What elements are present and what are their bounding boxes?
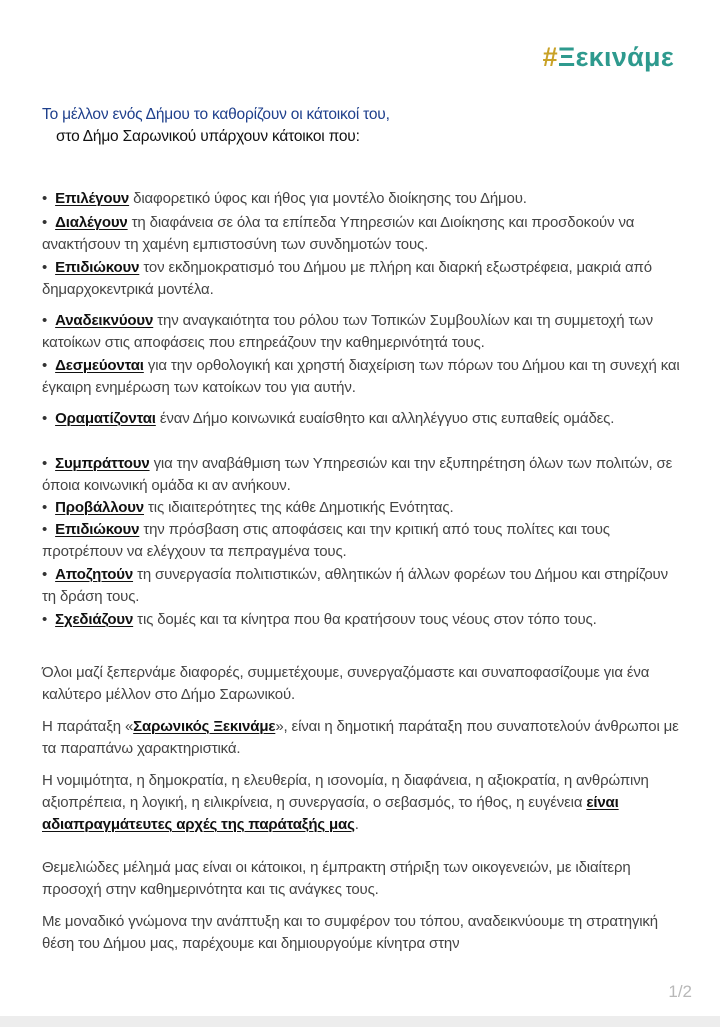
bullet-keyword: Οραματίζονται: [55, 410, 156, 427]
bullet-icon: •: [42, 410, 48, 427]
bullet-text: έναν Δήμο κοινωνικά ευαίσθητο και αλληλέγγυο στις ευπαθείς ομάδες.: [155, 410, 615, 427]
bullet-icon: •: [42, 611, 48, 628]
party-name: Σαρωνικός Ξεκινάμε: [133, 718, 276, 735]
bullet-icon: •: [42, 357, 48, 374]
bullet-icon: •: [42, 190, 48, 207]
bullet-keyword: Συμπράττουν: [55, 455, 150, 472]
bullet-text: την αναγκαιότητα του ρόλου των Τοπικών Συμβουλίων και τη συμμετοχή των κατοίκων στις αποφάσεις που επηρεάζουν την καθημερινότητά τους.: [42, 312, 653, 351]
bullet-keyword: Επιλέγουν: [55, 190, 130, 207]
bullet-text: τις ιδιαιτερότητες της κάθε Δημοτικής Ενότητας.: [144, 499, 454, 516]
bullet-icon: •: [42, 312, 48, 329]
bullet-item-2: [42, 212, 682, 256]
bullet-keyword: Δεσμεύονται: [55, 357, 144, 374]
bullet-text: τη διαφάνεια σε όλα τα επίπεδα Υπηρεσιών και Διοίκησης και προσδοκούν να ανακτήσουν τη χαμένη εμπιστοσύνη των συνδημοτών τους.: [42, 214, 635, 253]
bullet-text: για την αναβάθμιση των Υπηρεσιών και την εξυπηρέτηση όλων των πολιτών, σε όποια κοινωνική ομάδα κι αν ανήκουν.: [42, 455, 673, 494]
bullet-keyword: Σχεδιάζουν: [55, 611, 134, 628]
paragraph-2: [42, 716, 682, 760]
bullet-text: τον εκδημοκρατισμό του Δήμου με πλήρη και διαρκή εξωστρέφεια, μακριά από δημαρχοκεντρικά μοντέλα.: [42, 259, 652, 298]
paragraph-3-pre: Η νομιμότητα, η δημοκρατία, η ελευθερία, η ισονομία, η διαφάνεια, η αξιοκρατία, η ανθρώπινη αξιοπρέπεια, η λογική, η ειλικρίνεια, η συνεργασία, ο σεβασμός, το ήθος, η ευγένεια: [42, 772, 649, 811]
paragraph-2-pre: Η παράταξη «: [42, 718, 134, 735]
principles-highlight: είναι αδιαπραγμάτευτες αρχές της παράταξής μας: [42, 794, 619, 833]
bullet-keyword: Διαλέγουν: [55, 214, 128, 231]
paragraph-3-post: .: [354, 816, 359, 833]
page-indicator: 1/2: [668, 982, 692, 1001]
brand-word: Ξεκινάμε: [557, 42, 674, 72]
bullet-text: τις δομές και τα κίνητρα που θα κρατήσουν τους νέους στον τόπο τους.: [133, 611, 597, 628]
bullet-item-5: [42, 355, 682, 399]
bullet-item-10: [42, 564, 682, 608]
bullet-item-11: [42, 609, 682, 631]
viewer-bottom-strip: [0, 1016, 720, 1027]
bullet-icon: •: [42, 521, 48, 538]
paragraph-1: Όλοι μαζί ξεπερνάμε διαφορές, συμμετέχουμε, συνεργαζόμαστε και συναποφασίζουμε για ένα καλύτερο μέλλον στο Δήμο Σαρωνικού.: [42, 664, 650, 703]
bullet-keyword: Αποζητούν: [55, 566, 134, 583]
bullet-icon: •: [42, 259, 48, 276]
bullet-text: τη συνεργασία πολιτιστικών, αθλητικών ή άλλων φορέων του Δήμου και στηρίζουν τη δράση τους.: [42, 566, 668, 605]
bullet-item-1: [42, 188, 682, 210]
bullet-item-9: [42, 519, 682, 563]
brand-hashtag: [543, 42, 674, 73]
bullet-icon: •: [42, 566, 48, 583]
bullet-text: την πρόσβαση στις αποφάσεις και την κριτική από τους πολίτες και τους προτρέπουν να ελέγχουν τα πεπραγμένα τους.: [42, 521, 610, 560]
bullet-keyword: Προβάλλουν: [55, 499, 144, 516]
bullet-keyword: Επιδιώκουν: [55, 259, 140, 276]
bullet-item-6: [42, 408, 682, 430]
bullet-text: για την ορθολογική και χρηστή διαχείριση των πόρων του Δήμου και τη συνεχή και έγκαιρη ενημέρωση των κατοίκων του για αυτήν.: [42, 357, 680, 396]
bullet-item-3: [42, 257, 682, 301]
bullet-text: διαφορετικό ύφος και ήθος για μοντέλο διοίκησης του Δήμου.: [129, 190, 527, 207]
intro-line-1: Το μέλλον ενός Δήμου το καθορίζουν οι κάτοικοί του,: [42, 106, 390, 123]
bullet-item-4: [42, 310, 682, 354]
bullet-icon: •: [42, 499, 48, 516]
brand-hash-symbol: #: [542, 42, 558, 72]
bullet-icon: •: [42, 214, 48, 231]
paragraph-2-post: », είναι η δημοτική παράταξη που συναποτελούν άνθρωποι με τα παραπάνω χαρακτηριστικά.: [42, 718, 679, 757]
bullet-item-8: [42, 497, 682, 519]
bullet-icon: •: [42, 455, 48, 472]
bullet-item-7: [42, 453, 682, 497]
paragraph-3: [42, 770, 682, 836]
intro-line-2: στο Δήμο Σαρωνικού υπάρχουν κάτοικοι που:: [56, 128, 360, 145]
bullet-keyword: Επιδιώκουν: [55, 521, 140, 538]
paragraph-5: Με μοναδικό γνώμονα την ανάπτυξη και το συμφέρον του τόπου, αναδεικνύουμε τη στρατηγική θέση του Δήμου μας, παρέχουμε και δημιουργούμε κίνητρα στην: [42, 913, 658, 952]
paragraph-4: Θεμελιώδες μέλημά μας είναι οι κάτοικοι, η έμπρακτη στήριξη των οικογενειών, με ιδιαίτερη προσοχή στην καθημερινότητα και τις ανάγκες τους.: [42, 859, 631, 898]
bullet-keyword: Αναδεικνύουν: [55, 312, 154, 329]
